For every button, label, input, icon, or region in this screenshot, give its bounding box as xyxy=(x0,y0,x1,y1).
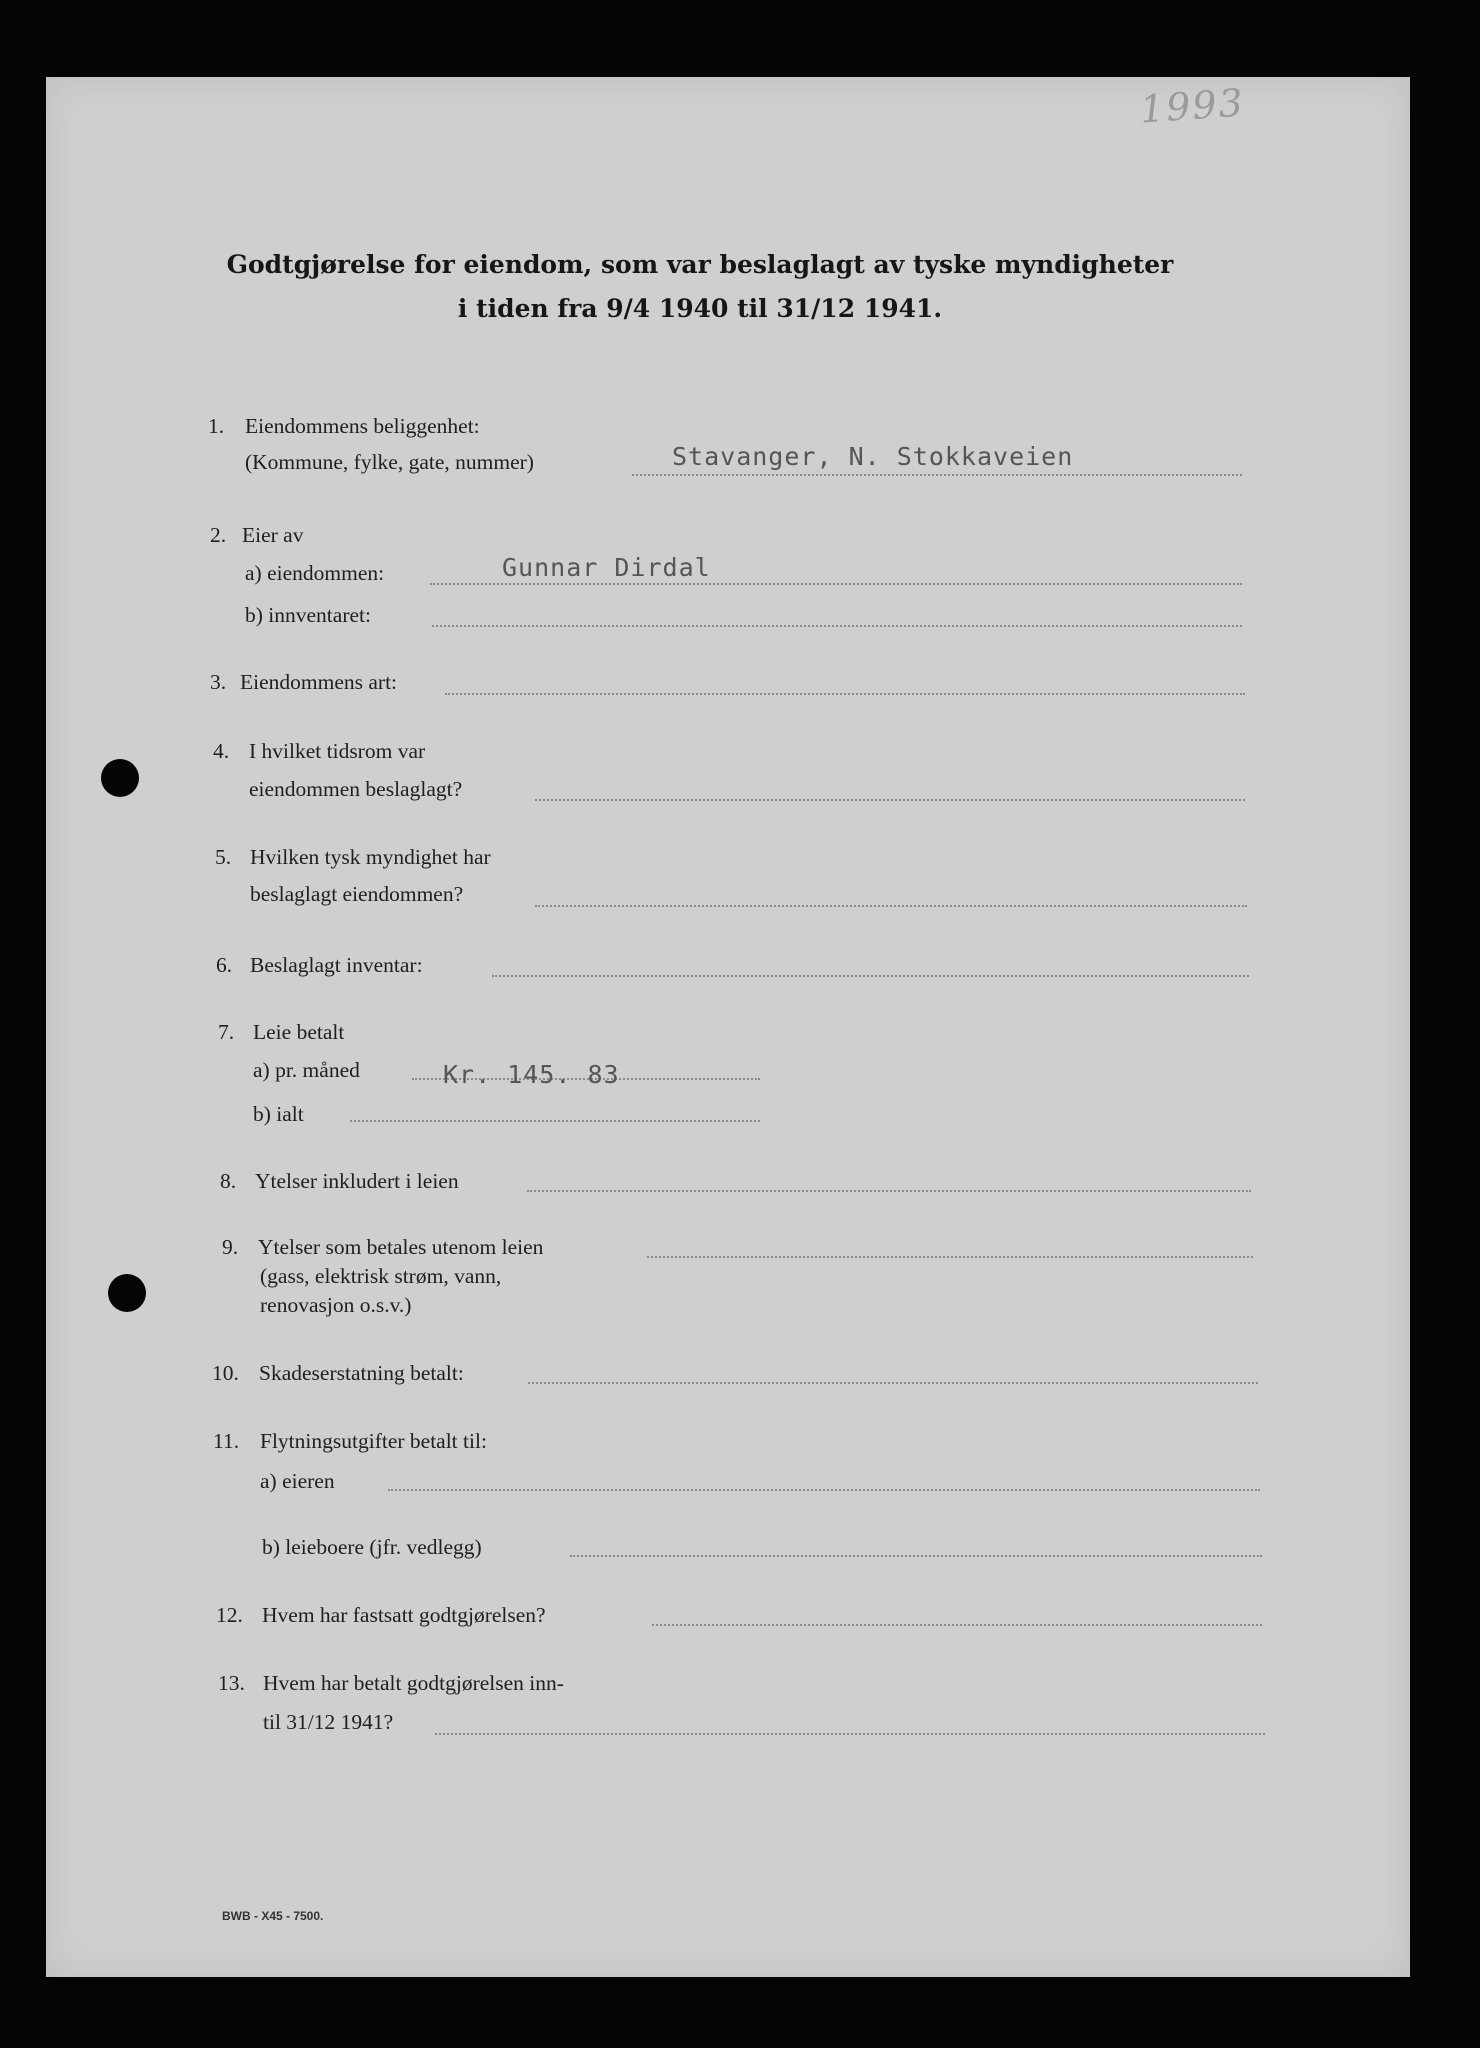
item-4-label: I hvilket tidsrom var xyxy=(249,739,426,763)
item-13-sublabel: til 31/12 1941? xyxy=(263,1710,394,1734)
item-9-number: 9. xyxy=(222,1235,239,1259)
item-4-field-line xyxy=(535,799,1245,801)
item-7a-value: Kr. 145. 83 xyxy=(443,1060,620,1089)
item-10-number: 10. xyxy=(212,1361,239,1385)
punch-hole-top xyxy=(101,759,139,797)
item-8-label: Ytelser inkludert i leien xyxy=(255,1169,459,1193)
item-2a-value: Gunnar Dirdal xyxy=(502,553,711,582)
item-7-number: 7. xyxy=(218,1020,235,1044)
item-10-field-line xyxy=(528,1382,1258,1384)
item-9-label: Ytelser som betales utenom leien xyxy=(258,1235,544,1259)
item-2a-label: a) eiendommen: xyxy=(245,561,385,585)
item-11b-field-line xyxy=(570,1555,1262,1557)
item-12-field-line xyxy=(652,1624,1262,1626)
item-2a-field-line xyxy=(430,583,1242,585)
item-2b-label: b) innventaret: xyxy=(245,603,371,627)
item-6-field-line xyxy=(492,975,1249,977)
title-line-1: Godtgjørelse for eiendom, som var beslaglagt av tyske myndigheter xyxy=(226,250,1174,279)
item-5-number: 5. xyxy=(215,845,232,869)
title-line-2: i tiden fra 9/4 1940 til 31/12 1941. xyxy=(457,294,943,323)
item-3-number: 3. xyxy=(210,670,227,694)
item-6-number: 6. xyxy=(216,953,233,977)
item-12-label: Hvem har fastsatt godtgjørelsen? xyxy=(262,1603,546,1627)
item-3-label: Eiendommens art: xyxy=(240,670,398,694)
form-title xyxy=(200,243,1200,331)
item-13-number: 13. xyxy=(218,1671,245,1695)
form-page xyxy=(46,77,1410,1977)
item-1-field-line xyxy=(632,474,1242,476)
handwritten-page-number: 1993 xyxy=(1138,80,1247,132)
print-code-footer: BWB - X45 - 7500. xyxy=(222,1909,324,1923)
item-11b-label: b) leieboere (jfr. vedlegg) xyxy=(262,1535,482,1559)
item-10-label: Skadeserstatning betalt: xyxy=(259,1361,464,1385)
item-4-sublabel: eiendommen beslaglagt? xyxy=(249,777,463,801)
item-9-sublabel-1: (gass, elektrisk strøm, vann, xyxy=(260,1264,502,1288)
punch-hole-bottom xyxy=(108,1274,146,1312)
item-11a-field-line xyxy=(388,1489,1260,1491)
item-2b-field-line xyxy=(432,625,1242,627)
item-7-label: Leie betalt xyxy=(253,1020,345,1044)
item-1-sublabel: (Kommune, fylke, gate, nummer) xyxy=(245,450,534,474)
item-1-number: 1. xyxy=(208,414,225,438)
item-8-number: 8. xyxy=(220,1169,237,1193)
item-2-number: 2. xyxy=(210,523,227,547)
item-1-value: Stavanger, N. Stokkaveien xyxy=(672,442,1074,471)
item-6-label: Beslaglagt inventar: xyxy=(250,953,423,977)
item-5-label: Hvilken tysk myndighet har xyxy=(250,845,491,869)
item-1-label: Eiendommens beliggenhet: xyxy=(245,414,480,438)
item-9-field-line xyxy=(647,1256,1253,1258)
item-8-field-line xyxy=(527,1190,1251,1192)
item-5-sublabel: beslaglagt eiendommen? xyxy=(250,882,464,906)
item-7a-label: a) pr. måned xyxy=(253,1058,360,1082)
item-9-sublabel-2: renovasjon o.s.v.) xyxy=(260,1293,412,1317)
item-13-label: Hvem har betalt godtgjørelsen inn- xyxy=(263,1671,564,1695)
item-7b-label: b) ialt xyxy=(253,1102,304,1126)
item-12-number: 12. xyxy=(216,1603,243,1627)
item-5-field-line xyxy=(535,905,1247,907)
item-4-number: 4. xyxy=(213,739,230,763)
item-3-field-line xyxy=(445,693,1245,695)
item-13-field-line xyxy=(435,1733,1265,1735)
item-7b-field-line xyxy=(350,1120,760,1122)
item-2-label: Eier av xyxy=(242,523,304,547)
item-11-number: 11. xyxy=(213,1429,240,1453)
item-11a-label: a) eieren xyxy=(260,1469,335,1493)
item-11-label: Flytningsutgifter betalt til: xyxy=(260,1429,487,1453)
